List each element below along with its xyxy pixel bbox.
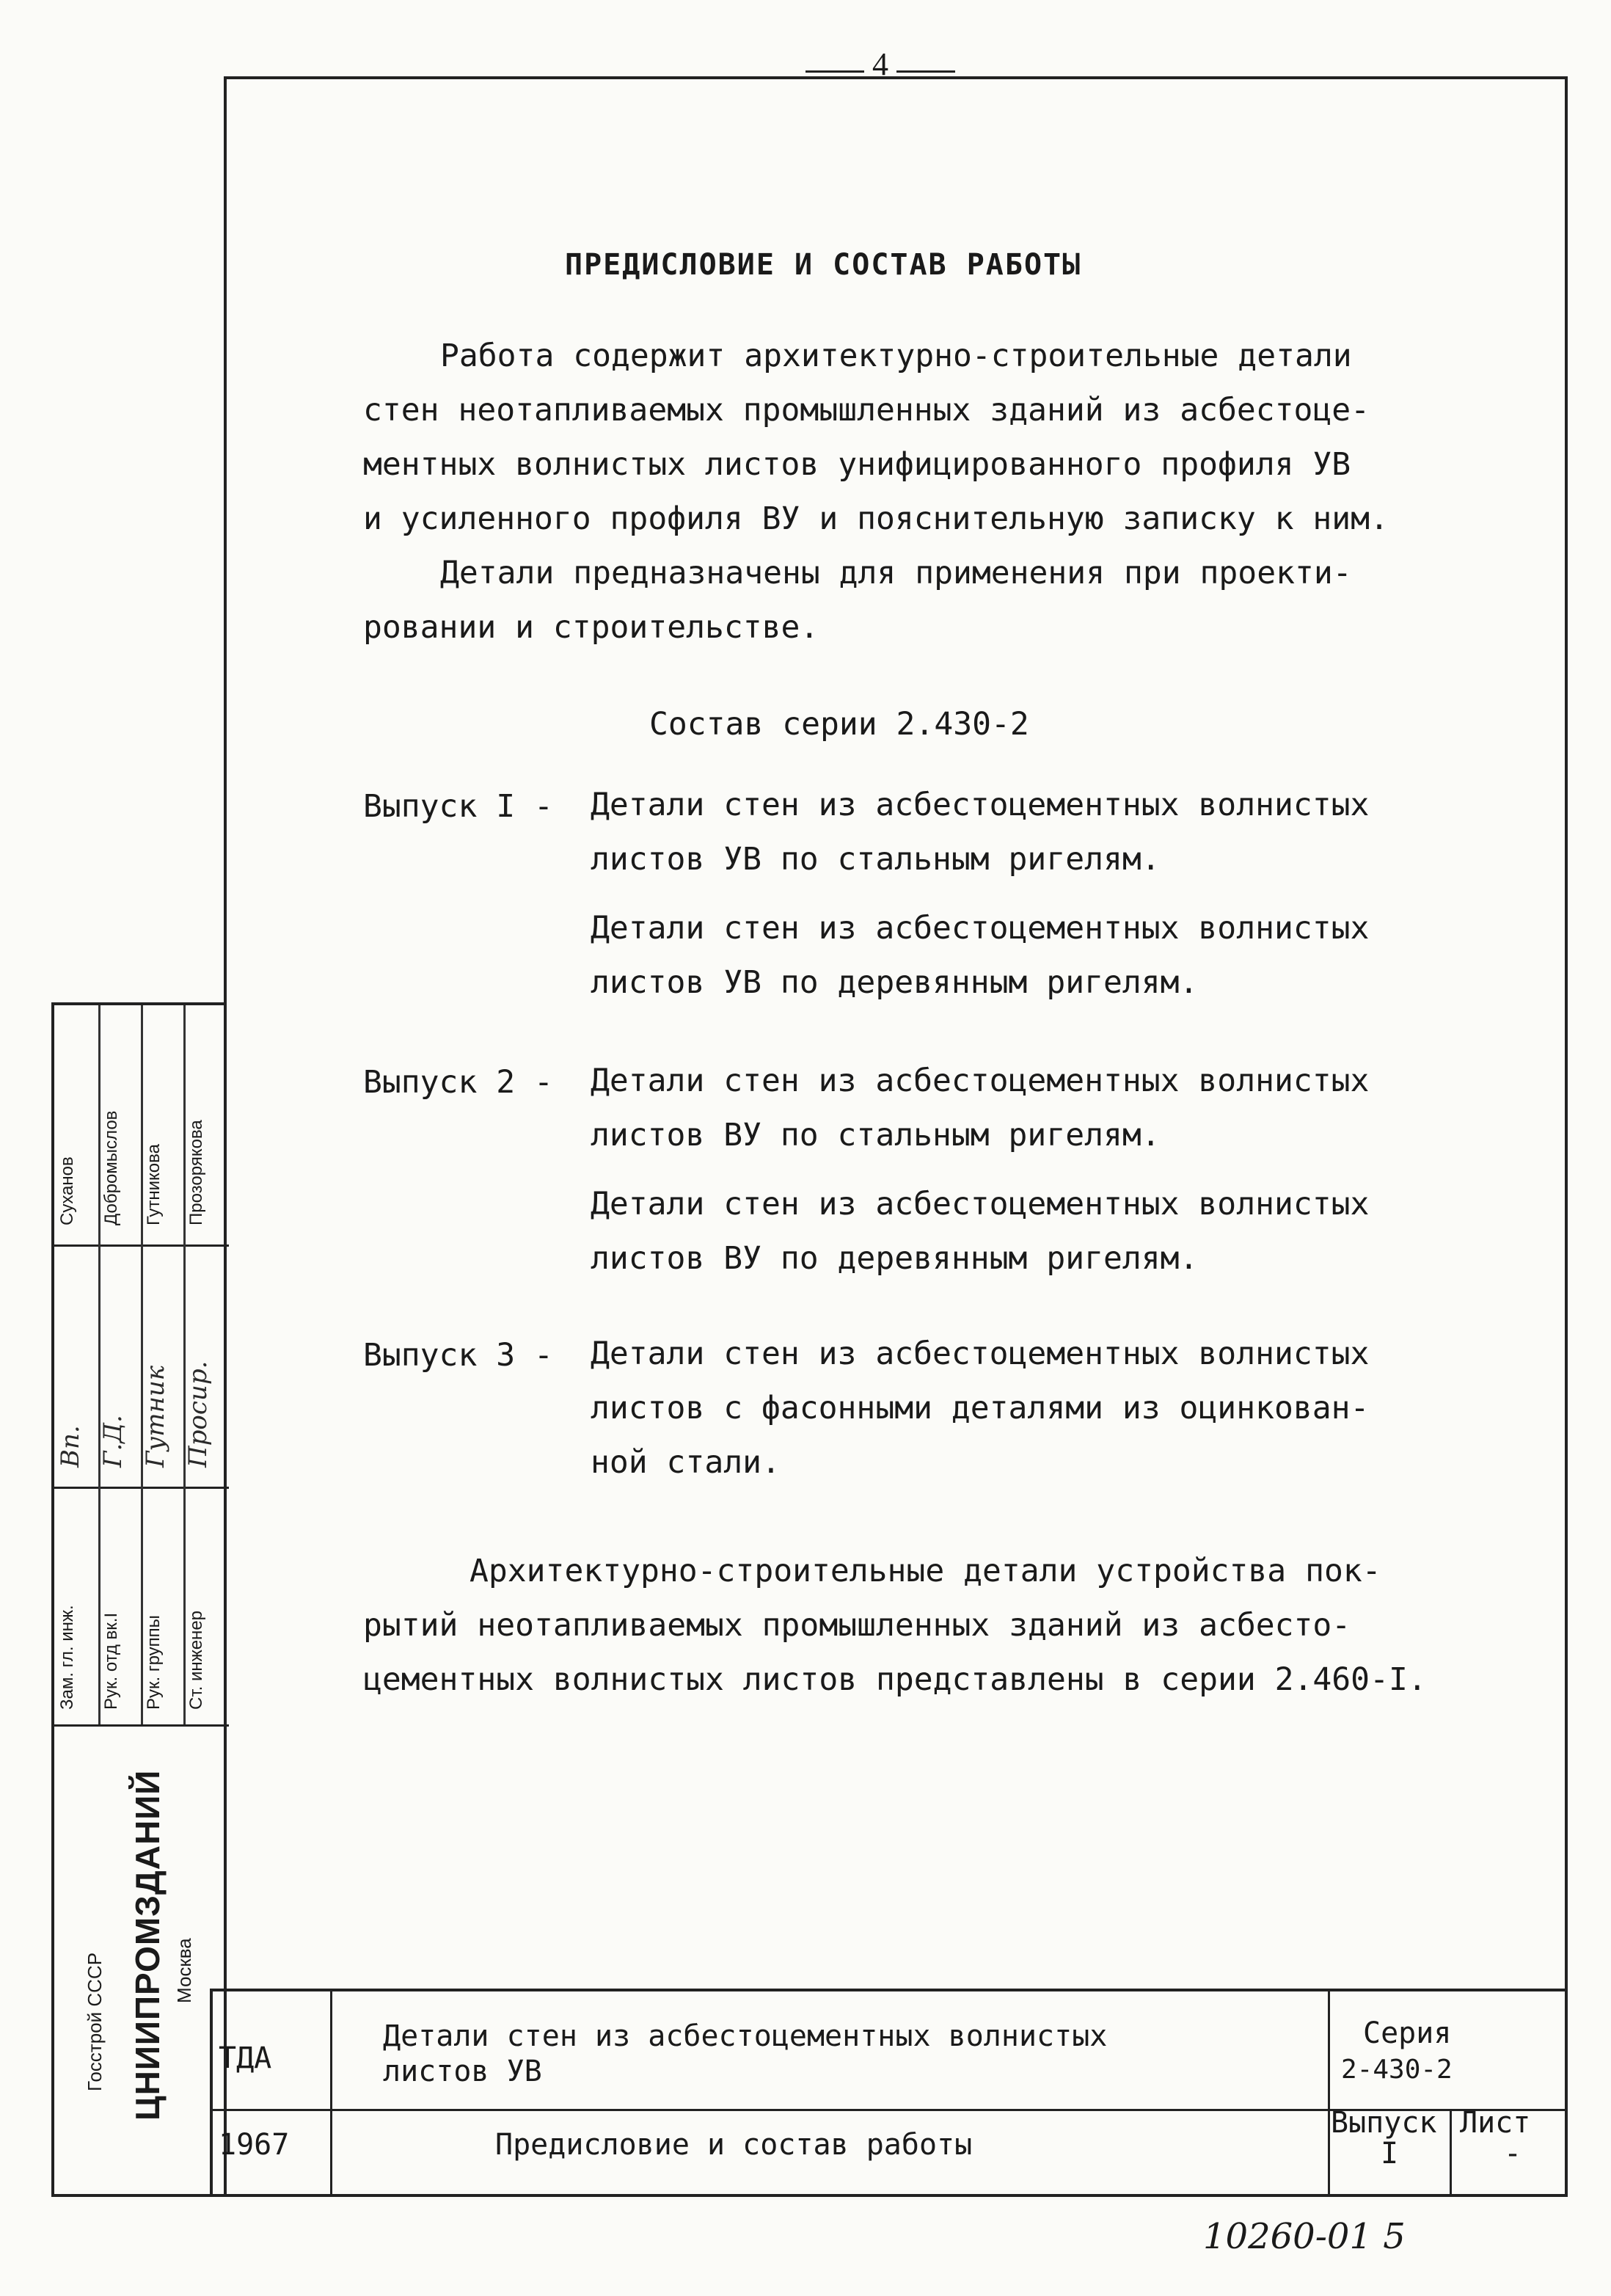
stamp-role-3: Рук. группы (144, 1615, 164, 1710)
paragraph-1-line-3: ментных волнистых листов унифицированного профиля УВ (363, 446, 1351, 483)
stamp-org-3: Москва (173, 1938, 195, 2003)
title-block-col-divider-1 (330, 1989, 332, 2197)
stamp-role-1: Зам. гл. инж. (57, 1605, 77, 1710)
release-1-item-1-line-2: листов УВ по стальным ригелям. (591, 841, 1161, 878)
approval-stamp (51, 1002, 226, 2197)
closing-line-2: рытий неотапливаемых промышленных зданий из асбесто- (363, 1607, 1351, 1644)
title-block-sheet-value: - (1504, 2137, 1522, 2171)
stamp-signature-1: Вп. (56, 1425, 85, 1468)
paragraph-2-line-2: ровании и строительстве. (363, 609, 819, 646)
release-3-label: Выпуск 3 - (363, 1337, 553, 1374)
title-block-release-value: I (1381, 2137, 1399, 2171)
handwritten-code: 10260-01 5 (1203, 2216, 1406, 2257)
release-3-item-1-line-3: ной стали. (591, 1444, 781, 1481)
stamp-name-2: Добромыслов (101, 1110, 121, 1225)
series-heading: Состав серии 2.430-2 (649, 706, 1029, 743)
title-block-col-divider-2 (1328, 1989, 1330, 2197)
stamp-signature-3: Гутник (141, 1365, 170, 1468)
release-2-item-2-line-2: листов ВУ по деревянным ригелям. (591, 1240, 1199, 1277)
stamp-org-1: Госстрой СССР (84, 1952, 106, 2091)
title-block-year: 1967 (219, 2128, 290, 2162)
title-block-series-value: 2-430-2 (1341, 2055, 1453, 2085)
title-block-release-label: Выпуск (1331, 2106, 1437, 2140)
title-block-series-label: Серия (1363, 2016, 1452, 2050)
stamp-name-1: Суханов (57, 1156, 77, 1225)
release-1-item-2-line-1: Детали стен из асбестоцементных волнистых (591, 910, 1370, 947)
title-block-top-border (210, 1989, 1568, 1991)
release-3-item-1-line-1: Детали стен из асбестоцементных волнистых (591, 1335, 1370, 1372)
release-2-label: Выпуск 2 - (363, 1064, 553, 1101)
paragraph-2-line-1: Детали предназначены для применения при проекти- (440, 555, 1352, 591)
title-block-col-divider-3 (1450, 2110, 1452, 2197)
title-block-org: ТДА (219, 2041, 272, 2075)
paragraph-1-line-2: стен неотапливаемых промышленных зданий из асбестоце- (363, 392, 1370, 429)
closing-line-3: цементных волнистых листов представлены в серии 2.460-I. (363, 1661, 1427, 1698)
release-3-item-1-line-2: листов с фасонными деталями из оцинкован- (591, 1390, 1370, 1426)
stamp-name-3: Гутникова (144, 1144, 164, 1225)
release-2-item-1-line-1: Детали стен из асбестоцементных волнистых (591, 1063, 1370, 1099)
stamp-signature-4: Просир. (183, 1360, 213, 1468)
title-block-left-border (210, 1989, 213, 2197)
title-block-description-line-1: Детали стен из асбестоцементных волнистых (383, 2019, 1108, 2053)
title-block-sheet-title: Предисловие и состав работы (495, 2128, 973, 2162)
release-1-item-1-line-1: Детали стен из асбестоцементных волнистых (591, 787, 1370, 823)
title-block-description-line-2: листов УВ (383, 2055, 542, 2088)
closing-line-1: Архитектурно-строительные детали устройства пок- (470, 1553, 1381, 1589)
stamp-role-4: Ст. инженер (186, 1610, 206, 1710)
title-block-sheet-label: Лист (1460, 2106, 1531, 2140)
release-2-item-1-line-2: листов ВУ по стальным ригелям. (591, 1117, 1161, 1154)
stamp-role-2: Рук. отд вк.I (101, 1612, 121, 1710)
stamp-org-2: ЦНИИПРОМЗДАНИЙ (128, 1769, 167, 2121)
paragraph-1-line-1: Работа содержит архитектурно-строительные детали (440, 338, 1352, 374)
stamp-name-4: Прозорякова (186, 1120, 206, 1225)
stamp-signature-2: Г.Д. (98, 1415, 128, 1468)
page-title: ПРЕДИСЛОВИЕ И СОСТАВ РАБОТЫ (565, 248, 1082, 282)
release-1-label: Выпуск I - (363, 788, 553, 825)
paragraph-1-line-4: и усиленного профиля ВУ и пояснительную записку к ним. (363, 500, 1389, 537)
release-1-item-2-line-2: листов УВ по деревянным ригелям. (591, 964, 1199, 1001)
release-2-item-2-line-1: Детали стен из асбестоцементных волнистых (591, 1186, 1370, 1222)
page-number: 4 (792, 45, 968, 83)
